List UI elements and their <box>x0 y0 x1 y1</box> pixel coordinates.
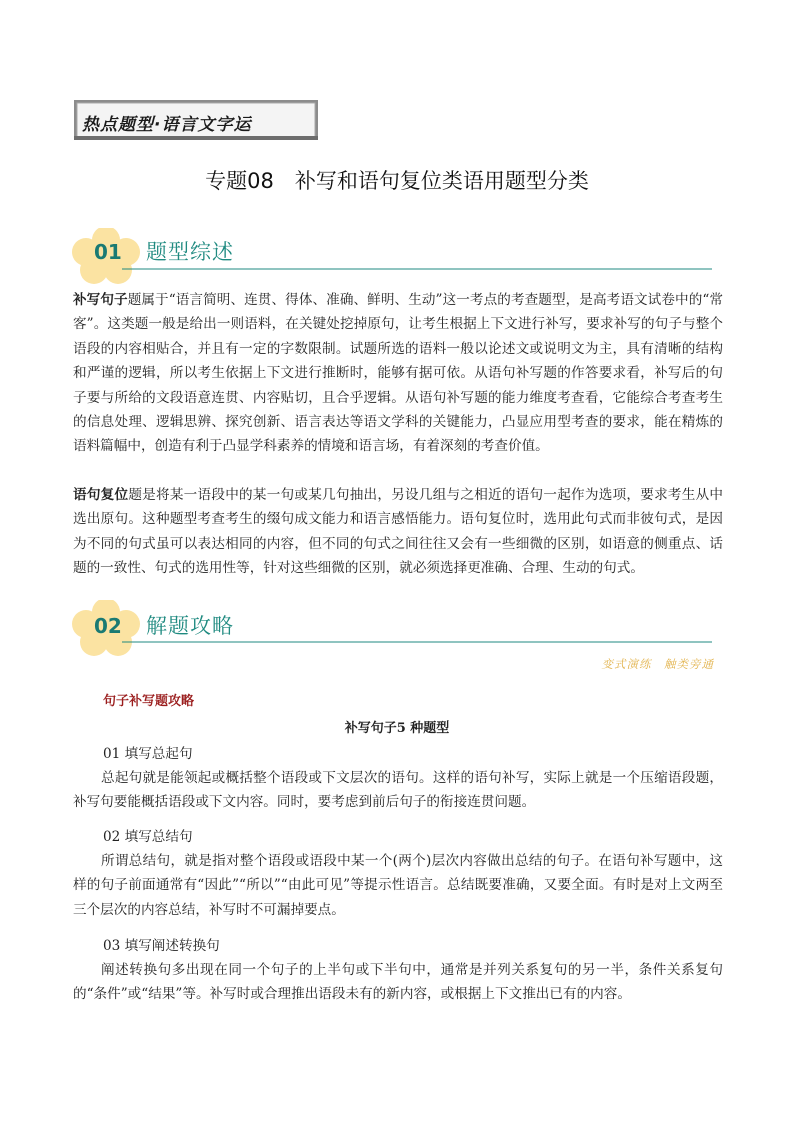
section-tagline: 变式演练 触类旁通 <box>601 657 714 671</box>
section-number: 01 <box>94 240 122 264</box>
item-heading: 01 填写总起句 <box>103 746 193 762</box>
section-header-overview <box>72 228 722 288</box>
item-body: 总起句就是能领起或概括整个语段或下文层次的语句。这样的语句补写，实际上就是一个压缩语段题，补写句要能概括语段或下文内容。同时，要考虑到前后句子的衔接连贯问题。 <box>73 770 723 811</box>
term-bold: 补写句子 <box>73 292 128 308</box>
centered-heading: 补写句子5 种题型 <box>344 721 450 736</box>
term-bold: 语句复位 <box>73 487 129 503</box>
section-title: 题型综述 <box>146 240 234 264</box>
section-title: 解题攻略 <box>146 614 234 638</box>
overview-paragraph-1: 补写句子题属于“语言简明、连贯、得体、准确、鲜明、生动”这一考点的考查题型，是高考语文试卷中的“常客”。这类题一般是给出一则语料，在关键处挖掉原句，让考生根据上下文进行补写，要求补写的句子与整个语段的内容相贴合，并且有一定的字数限制。试题所选的语料一般以论述文或说明文为主，具有清晰的结构和严谨的逻辑，所以考生依据上下文进行推断时，能够有据可依。从语句补写题的作答要求看，补写后的句子要与所给的文段语意连贯、内容贴切，且合乎逻辑。从语句补写题的能力维度考查看，它能综合考查考生的信息处理、逻辑思辨、探究创新、语言表达等语文学科的关键能力，凸显应用型考查的要求，能在精炼的语料篇幅中，创造有利于凸显学科素养的情境和语言场，有着深刻的考查价值。 <box>73 292 723 455</box>
overview-paragraph-2: 语句复位题是将某一语段中的某一句或某几句抽出，另设几组与之相近的语句一起作为选项，要求考生从中选出原句。这种题型考查考生的缀句成文能力和语言感悟能力。语句复位时，选用此句式而非彼句式，是因为不同的句式虽可以表达相同的内容，但不同的句式之间往往又会有一些细微的区别，如语意的侧重点、话题的一致性、句式的选用性等，针对这些细微的区别，就必须选择更准确、合理、生动的句式。 <box>73 487 724 577</box>
category-badge-text: 热点题型·语言文字运 <box>82 115 252 135</box>
subsection-heading: 句子补写题攻略 <box>103 694 195 709</box>
item-heading: 03 填写阐述转换句 <box>103 938 220 954</box>
item-body: 所谓总结句，就是指对整个语段或语段中某一个(两个)层次内容做出总结的句子。在语句补写题中，这样的句子前面通常有“因此”“所以”“由此可见”等提示性语言。总结既要准确，又要全面。有时是对上文两至三个层次的内容总结，补写时不可漏掉要点。 <box>73 853 723 918</box>
document-title: 专题08 补写和语句复位类语用题型分类 <box>205 169 589 193</box>
section-number: 02 <box>94 614 122 638</box>
item-body: 阐述转换句多出现在同一个句子的上半句或下半句中，通常是并列关系复句的另一半，条件关系复句的“条件”或“结果”等。补写时或合理推出语段未有的新内容，或根据上下文推出已有的内容。 <box>73 962 723 1003</box>
item-heading: 02 填写总结句 <box>103 829 193 845</box>
section-header-strategy <box>72 600 722 660</box>
